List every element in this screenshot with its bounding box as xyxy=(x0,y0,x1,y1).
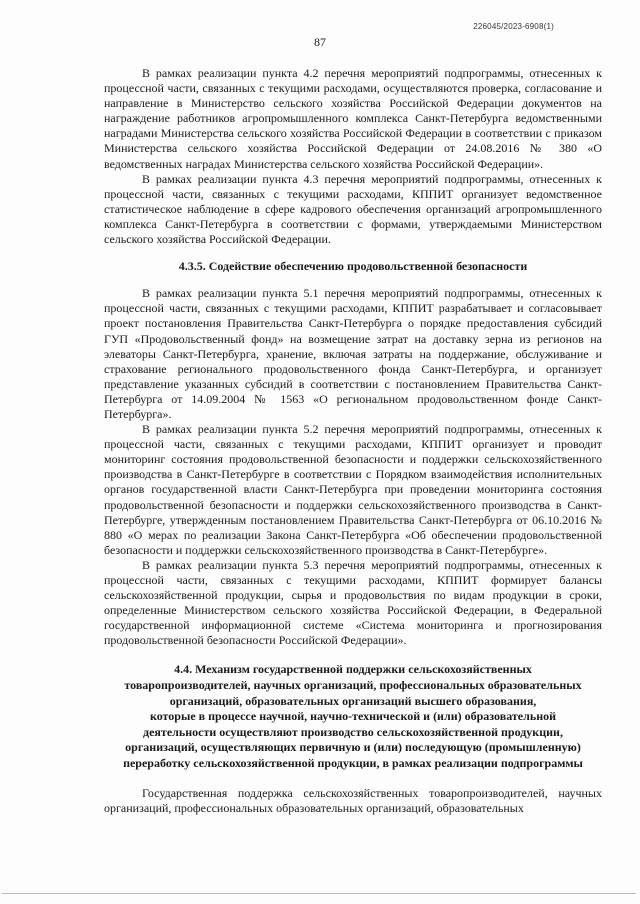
scan-edge-line xyxy=(2,893,636,894)
heading-line: организаций, образовательных организаций высшего образования, xyxy=(169,693,537,708)
heading-line: организаций, осуществляющих первичную и (или) последующую (промышленную) xyxy=(125,740,581,755)
heading-line: переработку сельскохозяйственной продукции, в рамках реализации подпрограммы xyxy=(123,756,583,771)
heading-line: которые в процессе научной, научно-технической и (или) образовательной xyxy=(149,709,557,724)
heading-line: деятельности осуществляют производство сельскохозяйственной продукции, xyxy=(143,724,563,739)
document-body xyxy=(104,66,602,816)
paragraph-5-1: В рамках реализации пункта 5.1 перечня мероприятий подпрограммы, отнесенных к процессной части, связанных с текущими расходами, КППИТ разрабатывает и согласовывает проект постановления Правительства Санкт-Петербурга о порядке предоставления субсидий ГУП «Продовольственный фонд» на возмещение затрат на доставку зерна из регионов на элеваторы Санкт-Петербурга, хранение, включая затраты на поддержание, обслуживание и страхование регионального продовольственного фонда Санкт-Петербурга, и организует представление указанных субсидий в соответствии с постановлением Правительства Санкт-Петербурга от 14.09.2004 № 1563 «О региональном продовольственном фонде Санкт-Петербурга». xyxy=(104,286,602,421)
paragraph-5-3: В рамках реализации пункта 5.3 перечня мероприятий подпрограммы, отнесенных к процессной части, связанных с текущими расходами, КППИТ формирует балансы сельскохозяйственной продукции, сырья и продовольствия по видам продукции в сроки, определенные Министерством сельского хозяйства Российской Федерации, в Федеральной государственной информационной системе «Система мониторинга и прогнозирования продовольственной безопасности Российской Федерации». xyxy=(104,557,602,648)
section-heading-4-4 xyxy=(104,662,602,771)
page-number: 87 xyxy=(314,35,326,49)
paragraph-4-3: В рамках реализации пункта 4.3 перечня мероприятий подпрограммы, отнесенных к процессной части, связанных с текущими расходами, КППИТ организует ведомственное статистическое наблюдение в сфере кадрового обеспечения организаций агропромышленного комплекса Санкт-Петербурга в соответствии с формами, утверждаемыми Министерством сельского хозяйства Российской Федерации. xyxy=(104,171,602,247)
heading-line: 4.4. Механизм государственной поддержки сельскохозяйственных xyxy=(174,662,532,677)
paragraph-state-support: Государственная поддержка сельскохозяйственных товаропроизводителей, научных организаций, профессиональных образовательных организаций, образовательных xyxy=(104,785,602,815)
paragraph-5-2: В рамках реализации пункта 5.2 перечня мероприятий подпрограммы, отнесенных к процессной части, связанных с текущими расходами, КППИТ организует и проводит мониторинг состояния продовольственной безопасности и поддержки сельскохозяйственного производства в Санкт-Петербурге в соответствии с Порядком взаимодействия исполнительных органов государственной власти Санкт-Петербурга при проведении мониторинга состояния продовольственной безопасности и поддержки сельскохозяйственного производства в Санкт-Петербурге, утвержденным постановлением Правительства Санкт-Петербурга от 06.10.2016 № 880 «О мерах по реализации Закона Санкт-Петербурга «Об обеспечении продовольственной безопасности и поддержки сельскохозяйственного производства в Санкт-Петербурге». xyxy=(104,422,602,557)
document-id: 226045/2023-6908(1) xyxy=(473,22,554,31)
paragraph-4-2: В рамках реализации пункта 4.2 перечня мероприятий подпрограммы, отнесенных к процессной части, связанных с текущими расходами, осуществляются проверка, согласование и направление в Министерство сельского хозяйства Российской Федерации документов на награждение работников агропромышленного комплекса Санкт-Петербурга ведомственными наградами Министерства сельского хозяйства Российской Федерации в соответствии с приказом Министерства сельского хозяйства Российской Федерации от 24.08.2016 № 380 «О ведомственных наградах Министерства сельского хозяйства Российской Федерации». xyxy=(104,66,602,171)
heading-line: товаропроизводителей, научных организаций, профессиональных образовательных xyxy=(124,678,582,693)
section-heading-4-3-5: 4.3.5. Содействие обеспечению продовольственной безопасности xyxy=(178,259,528,274)
